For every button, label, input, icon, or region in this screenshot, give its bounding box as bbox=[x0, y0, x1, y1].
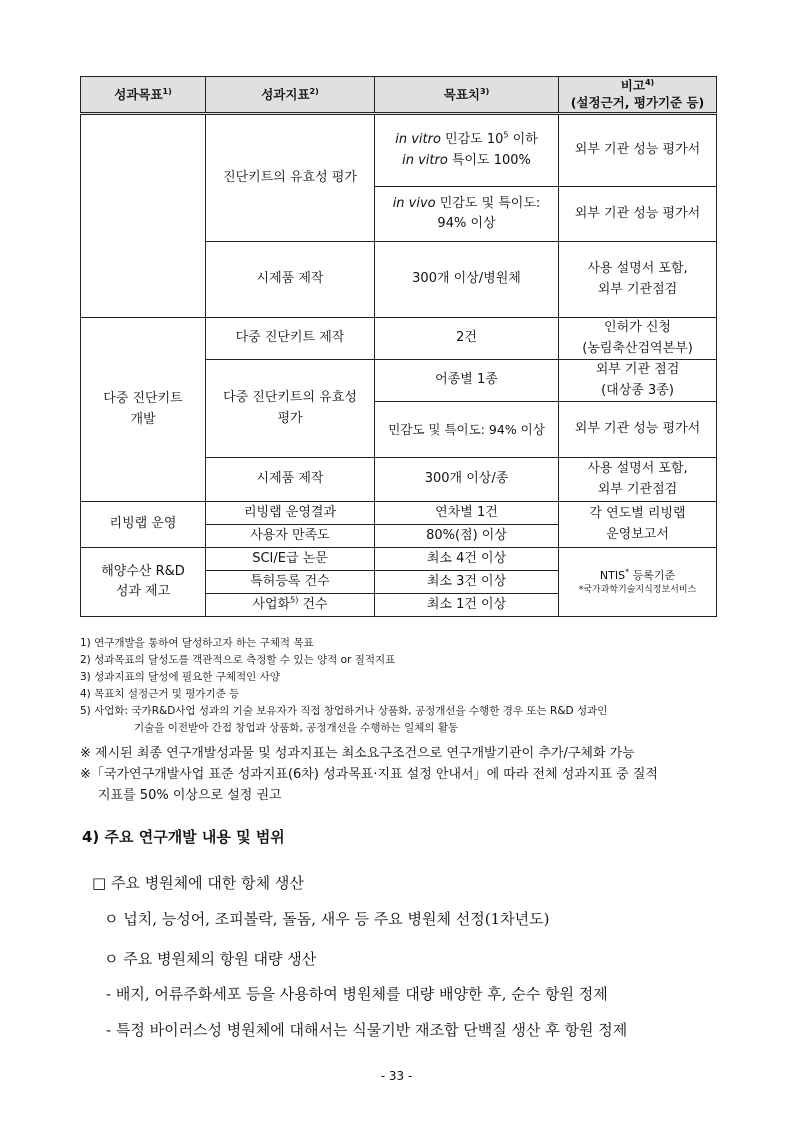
footnote-continued: 기술을 이전받아 간접 창업과 상품화, 공정개선을 수행하는 일체의 활동 bbox=[134, 722, 459, 734]
goal-cell: 리빙랩 운영 bbox=[81, 502, 206, 548]
footnotes bbox=[80, 635, 720, 737]
footnote: 2) 성과목표의 달성도를 객관적으로 측정할 수 있는 양적 or 질적지표 bbox=[80, 654, 396, 666]
indicator-cell: 다중 진단키트의 유효성 평가 bbox=[206, 360, 375, 458]
body-item: ㅇ 주요 병원체의 항원 대량 생산 bbox=[104, 950, 317, 968]
remarks bbox=[80, 743, 730, 806]
note-cell: 외부 기관 점검 (대상종 3종) bbox=[559, 360, 717, 402]
footnote: 5) 사업화: 국가R&D사업 성과의 기술 보유자가 직접 창업하거나 상품화, 공정개선을 수행한 경우 또는 R&D 성과인 bbox=[80, 705, 608, 717]
body-subitem: - 배지, 어류주화세포 등을 사용하여 병원체를 대량 배양한 후, 순수 항원 정제 bbox=[106, 985, 608, 1003]
target-cell: 민감도 및 특이도: 94% 이상 bbox=[375, 402, 559, 458]
target-cell: 최소 1건 이상 bbox=[375, 594, 559, 617]
goal-cell: 해양수산 R&D 성과 제고 bbox=[81, 548, 206, 617]
remark: ※ 제시된 최종 연구개발성과물 및 성과지표는 최소요구조건으로 연구개발기관이 추가/구체화 가능 bbox=[80, 746, 635, 761]
body-item: ㅇ 넙치, 능성어, 조피볼락, 돌돔, 새우 등 주요 병원체 선정(1차년도) bbox=[104, 910, 550, 928]
body-subitem: - 특정 바이러스성 병원체에 대해서는 식물기반 재조합 단백질 생산 후 항원 정제 bbox=[106, 1021, 628, 1039]
target-cell: 2건 bbox=[375, 318, 559, 360]
indicator-cell: SCI/E급 논문 bbox=[206, 548, 375, 571]
goal-cell-empty bbox=[81, 114, 206, 318]
header-target: 목표치$^{3)}$ bbox=[375, 77, 559, 114]
page-number: - 33 - bbox=[380, 1069, 413, 1083]
target-cell: in vivo 민감도 및 특이도: 94% 이상 bbox=[375, 187, 559, 242]
target-cell: 최소 3건 이상 bbox=[375, 571, 559, 594]
footnote: 4) 목표치 설정근거 및 평가기준 등 bbox=[80, 688, 240, 700]
indicator-cell: 사업화$^{5)}$ 건수 bbox=[206, 594, 375, 617]
note-cell: 사용 설명서 포함, 외부 기관점검 bbox=[559, 242, 717, 318]
footnote: 1) 연구개발을 통하여 달성하고자 하는 구체적 목표 bbox=[80, 637, 314, 649]
target-cell: 어종별 1종 bbox=[375, 360, 559, 402]
target-cell: 300개 이상/종 bbox=[375, 458, 559, 502]
header-note: 비고$^{4)}$ (설정근거, 평가기준 등) bbox=[559, 77, 717, 114]
header-goal: 성과목표$^{1)}$ bbox=[81, 77, 206, 114]
target-cell: 300개 이상/병원체 bbox=[375, 242, 559, 318]
indicator-cell: 다중 진단키트 제작 bbox=[206, 318, 375, 360]
footnote: 3) 성과지표의 달성에 필요한 구체적인 사양 bbox=[80, 671, 280, 683]
performance-table bbox=[80, 76, 717, 617]
note-cell: 인허가 신청 (농림축산검역본부) bbox=[559, 318, 717, 360]
indicator-cell: 특허등록 건수 bbox=[206, 571, 375, 594]
indicator-cell: 시제품 제작 bbox=[206, 242, 375, 318]
note-cell: 외부 기관 성능 평가서 bbox=[559, 114, 717, 187]
header-indicator: 성과지표$^{2)}$ bbox=[206, 77, 375, 114]
target-cell: 80%(점) 이상 bbox=[375, 525, 559, 548]
section-title: 4) 주요 연구개발 내용 및 범위 bbox=[82, 828, 285, 846]
indicator-cell: 사용자 만족도 bbox=[206, 525, 375, 548]
remark: ※「국가연구개발사업 표준 성과지표(6차) 성과목표·지표 설정 안내서」에 따라 전체 성과지표 중 질적 bbox=[80, 767, 658, 782]
target-cell: in vitro 민감도 $10^5$ 이하 in vitro 특이도 100% bbox=[375, 114, 559, 187]
target-cell: 연차별 1건 bbox=[375, 502, 559, 525]
indicator-cell: 진단키트의 유효성 평가 bbox=[206, 114, 375, 242]
note-cell: 각 연도별 리빙랩 운영보고서 bbox=[559, 502, 717, 548]
note-cell: 외부 기관 성능 평가서 bbox=[559, 402, 717, 458]
goal-cell: 다중 진단키트 개발 bbox=[81, 318, 206, 502]
note-cell: NTIS* 등록기준 *국가과학기술지식정보서비스 bbox=[559, 548, 717, 617]
indicator-cell: 리빙랩 운영결과 bbox=[206, 502, 375, 525]
body-heading: □ 주요 병원체에 대한 항체 생산 bbox=[92, 874, 304, 892]
target-cell: 최소 4건 이상 bbox=[375, 548, 559, 571]
indicator-cell: 시제품 제작 bbox=[206, 458, 375, 502]
note-cell: 사용 설명서 포함, 외부 기관점검 bbox=[559, 458, 717, 502]
note-cell: 외부 기관 성능 평가서 bbox=[559, 187, 717, 242]
remark-continued: 지표를 50% 이상으로 설정 권고 bbox=[98, 788, 282, 803]
